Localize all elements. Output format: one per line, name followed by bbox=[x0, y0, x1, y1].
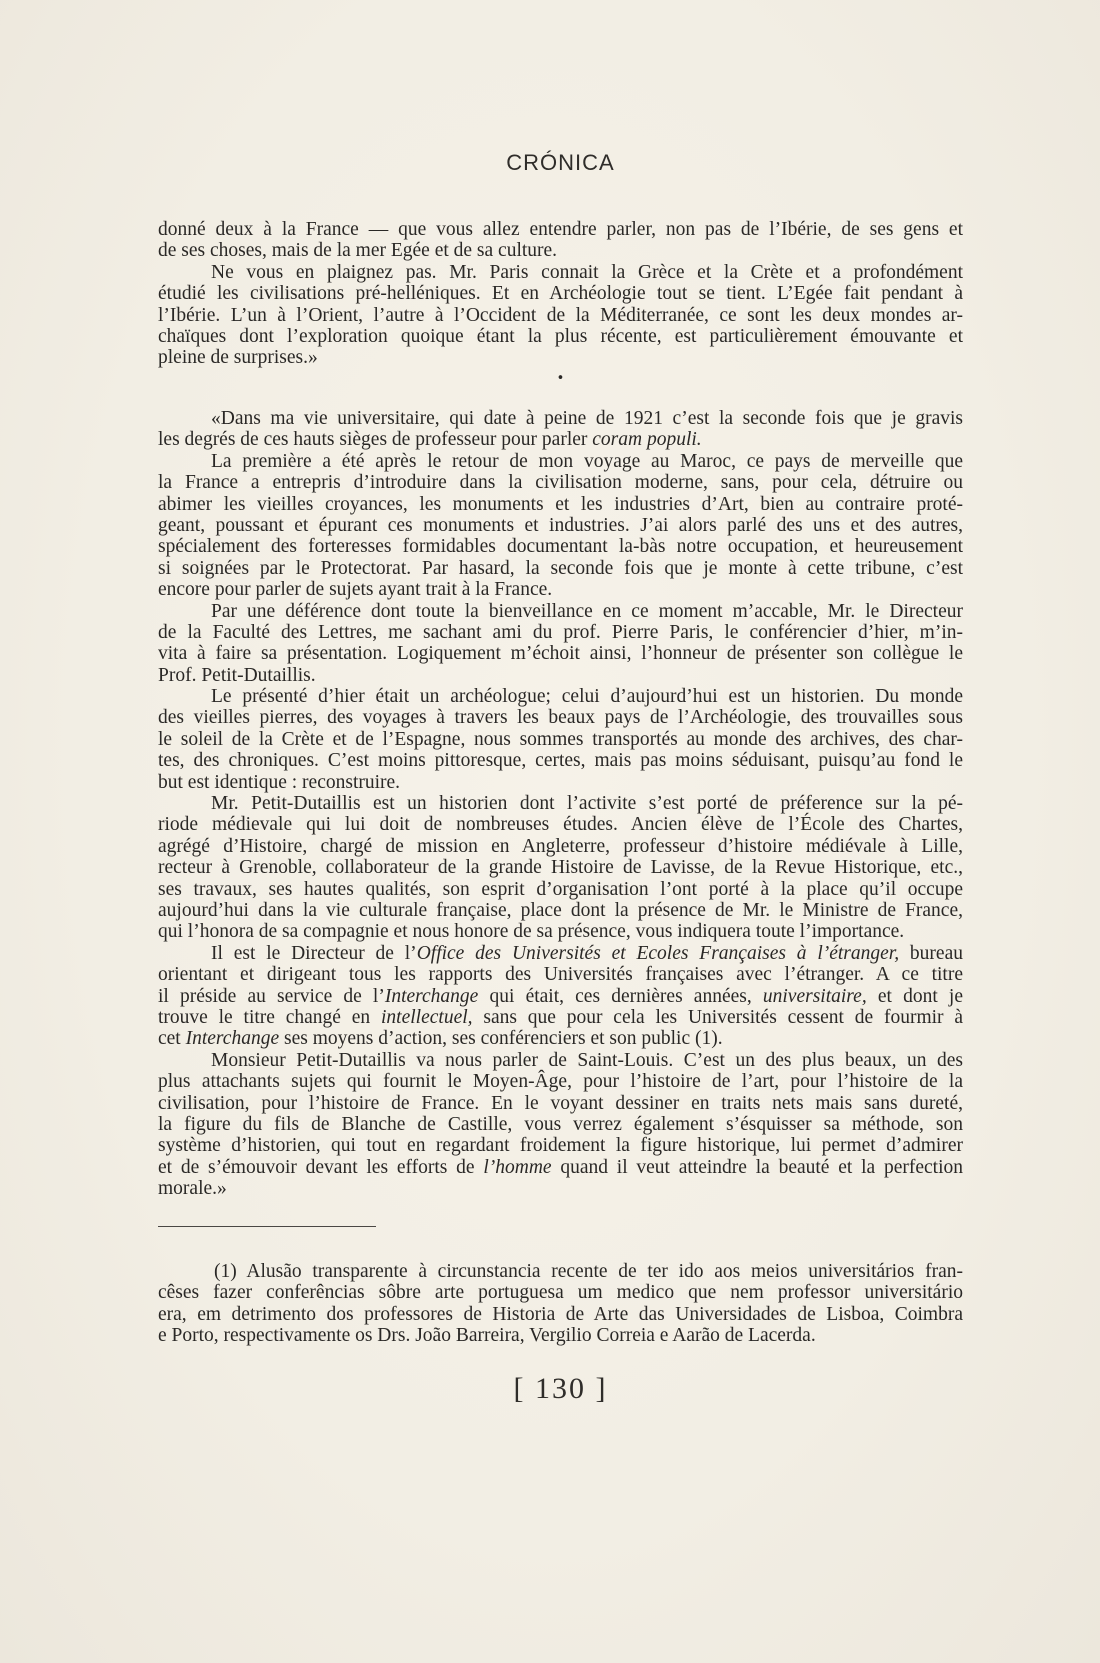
text-line: de ses choses, mais de la mer Egée et de sa culture. bbox=[158, 240, 558, 262]
text-segment: Il est le Directeur de l’ bbox=[211, 942, 417, 964]
italic-text: intellectuel, bbox=[381, 1006, 473, 1028]
section-separator: • bbox=[556, 371, 565, 386]
text-line: étudié les civilisations pré-helléniques. Et en Archéologie tout se tient. L’Egée fait pendant à bbox=[158, 283, 963, 305]
text-segment: il préside au service de l’ bbox=[158, 985, 385, 1007]
page-number: [ 130 ] bbox=[513, 1372, 608, 1405]
text-line: donné deux à la France — que vous allez entendre parler, non pas de l’Ibérie, de ses gens et bbox=[158, 219, 963, 240]
text-line: spécialement des forteresses formidables documentant la-bàs notre occupation, et heureusement bbox=[158, 536, 963, 558]
italic-text: coram populi. bbox=[592, 429, 702, 451]
text-line: but est identique : reconstruire. bbox=[158, 771, 401, 793]
paragraph bbox=[158, 686, 963, 793]
text-line bbox=[158, 1028, 963, 1049]
text-line: aujourd’hui dans la vie culturale française, place dont la présence de Mr. le Ministre de France, bbox=[158, 899, 963, 921]
text-segment: et dont je bbox=[866, 985, 963, 1007]
text-line: le soleil de la Crète et de l’Espagne, nous sommes transportés au monde des archives, des char- bbox=[158, 728, 963, 750]
italic-text: Office des Universités et Ecoles Françaises à l’étranger, bbox=[416, 942, 900, 964]
footnote bbox=[158, 1261, 963, 1347]
text-segment: sans que pour cela les Universités cessent de fourmir à bbox=[472, 1006, 963, 1028]
text-segment: bureau bbox=[899, 942, 963, 964]
text-line bbox=[158, 986, 963, 1007]
text-line: geant, poussant et épurant ces monuments et industries. J’ai alors parlé des uns et des autres, bbox=[158, 514, 963, 536]
text-line: qui l’honora de sa compagnie et nous honore de sa présence, vous indiquera toute l’importance. bbox=[158, 921, 905, 943]
text-line: encore pour parler de sujets ayant trait à la France. bbox=[158, 579, 553, 601]
text-line: riode médievale qui lui doit de nombreuses études. Ancien élève de l’École des Chartes, bbox=[158, 814, 963, 836]
text-line: abimer les vieilles croyances, les monuments et les industries d’Art, bien au contraire proté- bbox=[158, 493, 963, 515]
text-line: Ne vous en plaignez pas. Mr. Paris connait la Grèce et la Crète et a profondément bbox=[211, 261, 963, 283]
paragraph bbox=[158, 408, 963, 451]
paragraph bbox=[158, 943, 963, 1050]
text-line: era, em detrimento dos professores de Historia de Arte das Universidades de Lisboa, Coimbra bbox=[158, 1303, 963, 1325]
text-line: vita à faire sa présentation. Logiquement m’échoit ainsi, l’honneur de présenter son collègue le bbox=[158, 643, 963, 665]
text-line: agrégé d’Histoire, chargé de mission en Angleterre, professeur d’histoire médiévale à Lille, bbox=[158, 835, 963, 857]
text-line bbox=[158, 1007, 963, 1028]
text-segment: ses moyens d’action, ses conférenciers et son public (1). bbox=[279, 1028, 723, 1050]
text-line: orientant et dirigeant tous les rapports des Universités françaises avec l’étranger. A ce titre bbox=[158, 964, 963, 986]
text-line: civilisation, pour l’histoire de France. En le voyant dessiner en traits nets mais sans dureté, bbox=[158, 1092, 963, 1114]
text-line: La première a été après le retour de mon voyage au Maroc, ce pays de merveille que bbox=[211, 450, 963, 472]
text-line: plus attachants sujets qui fournit le Moyen-Âge, pour l’histoire de l’art, pour l’histoire de la bbox=[158, 1071, 963, 1093]
paragraph bbox=[158, 451, 963, 601]
text-line: Par une déférence dont toute la bienveillance en ce moment m’accable, Mr. le Directeur bbox=[211, 600, 963, 622]
text-line: Prof. Petit-Dutaillis. bbox=[158, 664, 316, 686]
text-line: (1) Alusão transparente à circunstancia recente de ter ido aos meios universitários fran- bbox=[214, 1261, 963, 1282]
paragraph bbox=[158, 793, 963, 943]
text-line: Monsieur Petit-Dutaillis va nous parler de Saint-Louis. C’est un des plus beaux, un des bbox=[211, 1049, 963, 1071]
text-line: si soignées par le Protectorat. Par hasard, la seconde fois que je monte à cette tribune, c’est bbox=[158, 557, 963, 579]
text-line: ses travaux, ses hautes qualités, son esprit d’organisation l’ont porté à la place qu’il occupe bbox=[158, 878, 963, 900]
text-segment: qui était, ces dernières années, bbox=[478, 985, 763, 1007]
text-line: «Dans ma vie universitaire, qui date à peine de 1921 c’est la seconde fois que je gravis bbox=[211, 408, 963, 429]
text-line: chaïques dont l’exploration quoique étant la plus récente, est particulièrement émouvante et bbox=[158, 325, 963, 347]
text-line bbox=[158, 1157, 963, 1178]
text-line: recteur à Grenoble, collaborateur de la grande Histoire de Lavisse, de la Revue Historique, etc., bbox=[158, 857, 963, 879]
text-line: la France a entrepris d’introduire dans la civilisation moderne, sans, pour cela, détruire ou bbox=[158, 472, 963, 494]
text-line bbox=[158, 943, 963, 964]
text-line: la figure du fils de Blanche de Castille, vous verrez également s’ésquisser sa méthode, son bbox=[158, 1113, 963, 1135]
text-line: de la Faculté des Lettres, me sachant ami du prof. Pierre Paris, le conférencier d’hier, m’in- bbox=[158, 621, 963, 643]
running-title: CRÓNICA bbox=[506, 150, 615, 175]
text-segment: quand il veut atteindre la beauté et la perfection bbox=[551, 1156, 963, 1178]
text-line: tes, des chroniques. C’est moins pittoresque, certes, mais pas moins séduisant, puisqu’au fond le bbox=[158, 750, 963, 772]
italic-text: Interchange bbox=[384, 985, 479, 1007]
paragraph bbox=[158, 262, 963, 369]
text-section bbox=[158, 408, 963, 1199]
italic-text: Interchange bbox=[185, 1028, 280, 1050]
text-segment: trouve le titre changé en bbox=[158, 1006, 382, 1028]
text-line: système d’historien, qui tout en regardant froidement la figure historique, lui permet d’admirer bbox=[158, 1135, 963, 1157]
text-line: des vieilles pierres, des voyages à travers les beaux pays de l’Archéologie, des trouvailles sous bbox=[158, 707, 963, 729]
text-line: e Porto, respectivamente os Drs. João Barreira, Vergilio Correia e Aarão de Lacerda. bbox=[158, 1325, 816, 1347]
text-segment: cet bbox=[158, 1028, 186, 1050]
italic-text: universitaire, bbox=[762, 985, 867, 1007]
text-line: morale.» bbox=[158, 1178, 227, 1200]
text-line: Le présenté d’hier était un archéologue; celui d’aujourd’hui est un historien. Du monde bbox=[211, 686, 963, 708]
footnote-rule bbox=[158, 1226, 376, 1227]
text-segment: les degrés de ces hauts sièges de professeur pour parler bbox=[158, 429, 593, 451]
text-line: Mr. Petit-Dutaillis est un historien dont l’activite s’est porté de préference sur la pé- bbox=[211, 793, 963, 815]
italic-text: l’homme bbox=[483, 1156, 552, 1178]
text-section bbox=[158, 219, 963, 369]
paragraph bbox=[158, 219, 963, 262]
paragraph bbox=[158, 601, 963, 687]
paragraph bbox=[158, 1050, 963, 1200]
text-line bbox=[158, 429, 963, 450]
text-line: l’Ibérie. L’un à l’Orient, l’autre à l’Occident de la Méditerranée, ce sont les deux mondes ar- bbox=[158, 304, 963, 326]
text-segment: et de s’émouvoir devant les efforts de bbox=[158, 1156, 484, 1178]
text-line: cêses fazer conferências sôbre arte portuguesa um medico que nem professor universitário bbox=[158, 1282, 963, 1304]
text-line: pleine de surprises.» bbox=[158, 347, 318, 369]
